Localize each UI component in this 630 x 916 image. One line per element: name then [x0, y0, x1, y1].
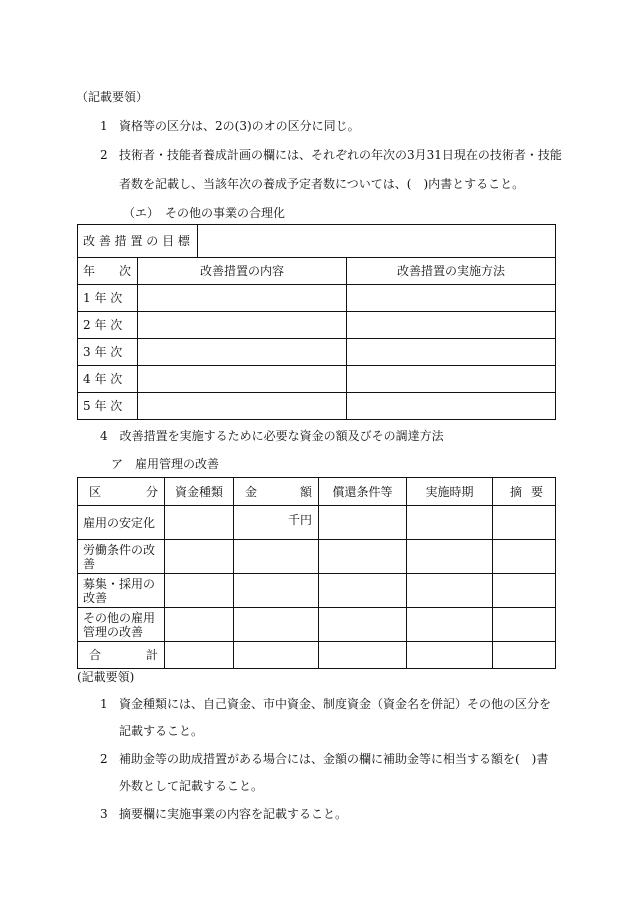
summary-header [493, 478, 556, 506]
timing-cell [407, 506, 493, 540]
content-cell [138, 393, 347, 420]
content-cell [138, 366, 347, 393]
year-label: 3 年 次 [78, 339, 138, 366]
section-title: 4 改善措置を実施するために必要な資金の額及びその調達方法 [100, 429, 444, 443]
note-number: 2 [100, 148, 108, 162]
fund-type-cell [165, 608, 234, 642]
note-text: 技術者・技能者養成計画の欄には、それぞれの年次の3月31日現在の技術者・技能 [119, 148, 562, 162]
year-header-a: 年 [83, 264, 96, 278]
method-cell [347, 339, 556, 366]
timing-cell [407, 642, 493, 669]
note-text: 資格等の区分は、2の(3)のオの区分に同じ。 [119, 119, 360, 133]
method-cell [347, 393, 556, 420]
total-label [78, 642, 165, 669]
section-subtitle: ア 雇用管理の改善 [111, 457, 220, 471]
content-cell [138, 312, 347, 339]
method-cell [347, 312, 556, 339]
year-label: 5 年 次 [78, 393, 138, 420]
year-label: 2 年 次 [78, 312, 138, 339]
timing-cell [407, 608, 493, 642]
row-category: 労働条件の改善 [78, 540, 165, 574]
amount-header [234, 478, 319, 506]
row-category: その他の雇用管理の改善 [78, 608, 165, 642]
total-label-b: 計 [145, 648, 158, 662]
amount-cell [234, 574, 319, 608]
summary-header-a: 摘 [510, 484, 523, 499]
note-number: 1 [100, 697, 108, 711]
note-text: 資金種類には、自己資金、市中資金、制度資金（資金名を併記）その他の区分を [119, 697, 552, 711]
timing-cell [407, 574, 493, 608]
section-title: （エ） その他の事業の合理化 [123, 206, 286, 220]
timing-cell [407, 540, 493, 574]
repayment-cell [319, 608, 407, 642]
amount-cell [234, 608, 319, 642]
note-text: 補助金等の助成措置がある場合には、金額の欄に補助金等に相当する額を( )書 [119, 752, 549, 766]
fund-type-cell [165, 642, 234, 669]
summary-cell [493, 506, 556, 540]
year-label: 4 年 次 [78, 366, 138, 393]
summary-cell [493, 608, 556, 642]
method-cell [347, 285, 556, 312]
goal-label: 改 善 措 置 の 目 標 [78, 225, 198, 258]
summary-cell [493, 642, 556, 669]
content-cell [138, 339, 347, 366]
content-header: 改善措置の内容 [138, 258, 347, 285]
year-label: 1 年 次 [78, 285, 138, 312]
category-header [78, 478, 165, 506]
row-category: 雇用の安定化 [78, 506, 165, 540]
fund-type-cell [165, 540, 234, 574]
total-label-a: 合 [89, 648, 102, 662]
content-cell [138, 285, 347, 312]
fund-type-cell [165, 574, 234, 608]
amount-cell [234, 540, 319, 574]
category-header-b: 分 [145, 484, 158, 499]
row-category: 募集・採用の改善 [78, 574, 165, 608]
note-number: 2 [100, 752, 108, 766]
timing-header: 実施時期 [407, 478, 493, 506]
note-text-continued: 記載すること。 [119, 724, 204, 738]
fund-type-cell [165, 506, 234, 540]
note-text-continued: 者数を記載し、当該年次の養成予定者数については、( )内書とすること。 [119, 177, 525, 191]
repayment-cell [319, 574, 407, 608]
repayment-header: 償還条件等 [319, 478, 407, 506]
repayment-cell [319, 506, 407, 540]
unit-label: 千円 [234, 506, 319, 540]
funding-table [77, 477, 556, 669]
year-header [78, 258, 138, 285]
summary-header-b: 要 [530, 484, 543, 499]
method-header: 改善措置の実施方法 [347, 258, 556, 285]
improvement-table [77, 257, 556, 420]
amount-header-a: 金 [245, 484, 258, 499]
amount-header-b: 額 [299, 484, 312, 499]
goal-table [77, 224, 556, 258]
note-text: 摘要欄に実施事業の内容を記載すること。 [119, 807, 348, 821]
summary-cell [493, 540, 556, 574]
notes-heading: (記載要領) [77, 670, 135, 684]
goal-value [198, 225, 556, 258]
repayment-cell [319, 642, 407, 669]
note-number: 3 [100, 807, 108, 821]
summary-cell [493, 574, 556, 608]
year-header-b: 次 [118, 264, 131, 278]
category-header-a: 区 [89, 484, 102, 499]
repayment-cell [319, 540, 407, 574]
notes-heading: （記載要領） [76, 90, 149, 104]
fund-type-header: 資金種類 [165, 478, 234, 506]
amount-cell [234, 642, 319, 669]
method-cell [347, 366, 556, 393]
note-number: 1 [100, 119, 108, 133]
note-text-continued: 外数として記載すること。 [119, 779, 264, 793]
